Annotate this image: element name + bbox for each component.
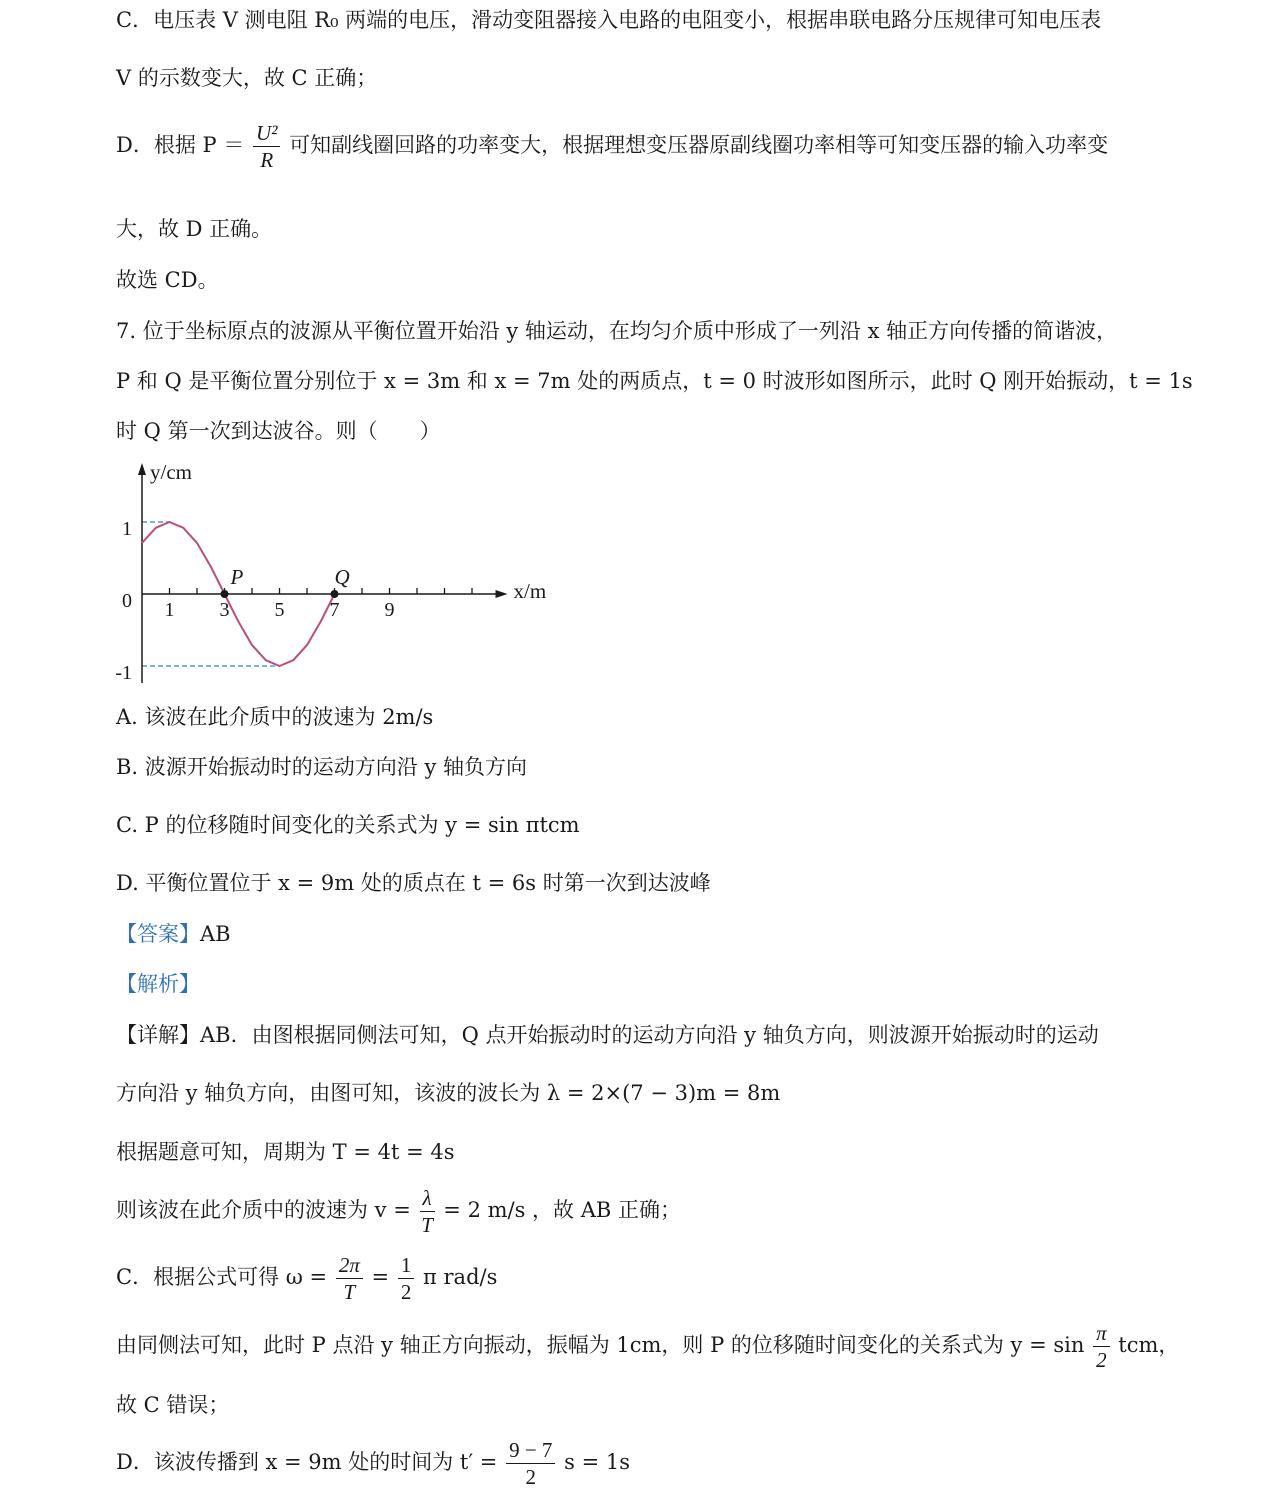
detail-line-7: 故 C 错误； [116,1393,230,1417]
detail-5-suffix: π rad/s [423,1265,498,1289]
option-c-line-1: C．电压表 V 测电阻 R₀ 两端的电压，滑动变阻器接入电路的电阻变小，根据串联电路分压规律可知电压表 [116,8,1102,32]
answer-line [116,919,231,949]
wave-chart [100,455,547,690]
option-d-prefix: D．根据 P ＝ [116,133,245,157]
sine-fraction-denominator: 2 [1096,1348,1107,1372]
speed-fraction-denominator: T [421,1213,433,1237]
omega-fraction-2-denominator: 2 [400,1280,412,1304]
detail-line-6 [116,1315,1179,1375]
option-d-suffix: 可知副线圈回路的功率变大，根据理想变压器原副线圈功率相等可知变压器的输入功率变 [289,133,1109,157]
x-tick-label: 3 [219,599,230,621]
speed-fraction [420,1185,435,1238]
point-p [221,590,229,598]
y-axis-label: y/cm [150,460,192,484]
x-axis-arrow [496,590,508,598]
option-b: B. 波源开始振动时的运动方向沿 y 轴负方向 [116,755,527,779]
option-d-line-2: 大，故 D 正确。 [116,217,273,241]
analysis-tag: 【解析】 [116,972,200,996]
x-tick-label: 9 [384,599,395,621]
option-c-line-2: V 的示数变大，故 C 正确； [116,66,378,90]
x-tick-label: 5 [274,599,285,621]
speed-fraction-numerator: λ [420,1185,435,1212]
y-tick-label: 1 [122,518,132,540]
detail-4-prefix: 则该波在此介质中的波速为 v = [116,1198,411,1222]
detail-5-equals: = [371,1265,390,1289]
x-tick-label: 1 [164,599,175,621]
detail-line-4 [116,1180,681,1240]
detail-6-prefix: 由同侧法可知，此时 P 点沿 y 轴正方向振动，振幅为 1cm，则 P 的位移随时间变化的关系式为 y = sin [116,1333,1085,1357]
time-fraction-denominator: 2 [525,1465,537,1489]
x-tick-label: 7 [329,599,340,621]
power-fraction-denominator: R [260,148,274,172]
time-fraction-numerator: 9 − 7 [506,1437,555,1464]
y-axis-arrow [138,463,146,475]
detail-4-suffix: = 2 m/s ，故 AB 正确； [443,1198,681,1222]
omega-fraction-2-numerator: 1 [398,1252,415,1279]
point-label-q: Q [334,565,350,589]
sine-fraction-numerator: π [1093,1320,1110,1347]
point-q [331,590,339,598]
omega-fraction-1 [336,1252,363,1305]
question-7-line-2: P 和 Q 是平衡位置分别位于 x = 3m 和 x = 7m 处的两质点，t = 0 时波形如图所示，此时 Q 刚开始振动，t = 1s [116,369,1193,393]
question-7-line-3: 时 Q 第一次到达波谷。则（ ） [116,419,441,443]
detail-line-5 [116,1247,497,1307]
option-c: C. P 的位移随时间变化的关系式为 y = sin πtcm [116,813,580,837]
omega-fraction-1-numerator: 2π [336,1252,363,1279]
sine-fraction [1093,1320,1110,1373]
detail-line-1: 【详解】AB．由图根据同侧法可知，Q 点开始振动时的运动方向沿 y 轴负方向，则波源开始振动时的运动 [116,1023,1099,1047]
detail-6-suffix: tcm， [1118,1333,1180,1357]
detail-5-prefix: C．根据公式可得 ω = [116,1265,328,1289]
omega-fraction-2 [398,1252,415,1305]
question-7-line-1: 7. 位于坐标原点的波源从平衡位置开始沿 y 轴运动，在均匀介质中形成了一列沿 x 轴正方向传播的简谐波， [116,319,1118,343]
detail-line-2: 方向沿 y 轴负方向，由图可知，该波的波长为 λ = 2×(7 − 3)m = 8m [116,1081,781,1105]
omega-fraction-1-denominator: T [343,1280,356,1304]
detail-line-8 [116,1432,630,1492]
option-d-line-1 [116,120,1108,173]
detail-8-suffix: s = 1s [564,1450,630,1474]
option-d: D. 平衡位置位于 x = 9m 处的质点在 t = 6s 时第一次到达波峰 [116,871,711,895]
power-fraction [253,120,280,173]
answer-value: AB [200,922,231,946]
x-axis-label: x/m [513,579,547,603]
power-fraction-numerator: U² [253,120,280,147]
y-tick-label: -1 [115,662,132,684]
point-label-p: P [230,565,244,589]
choose-line: 故选 CD。 [116,268,219,292]
answer-tag: 【答案】 [116,922,200,946]
time-fraction [506,1437,555,1490]
y-tick-label: 0 [122,590,132,612]
option-a: A. 该波在此介质中的波速为 2m/s [116,705,434,729]
detail-line-3: 根据题意可知，周期为 T = 4t = 4s [116,1140,455,1164]
detail-8-prefix: D．该波传播到 x = 9m 处的时间为 t′ = [116,1450,498,1474]
